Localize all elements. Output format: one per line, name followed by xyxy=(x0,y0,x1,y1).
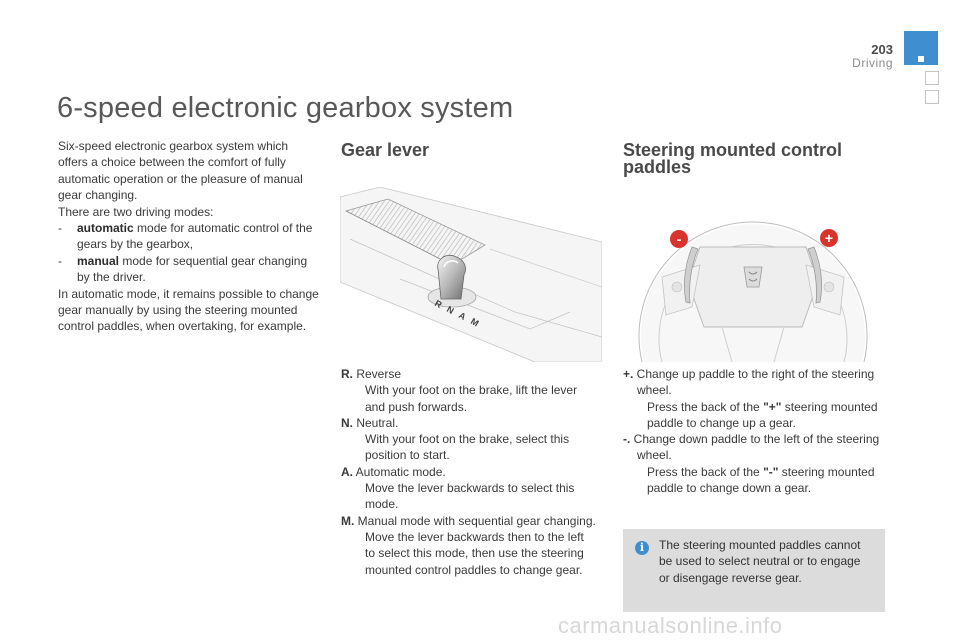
instruction-text: With your foot on the brake, lift the lever and push forwards. xyxy=(365,383,578,414)
minus-symbol: - xyxy=(676,231,682,247)
instruction-item xyxy=(623,464,885,497)
instruction-text: Press the back of the xyxy=(647,464,764,479)
instruction-text: With your foot on the brake, select this position to start. xyxy=(365,432,570,463)
page-number: 203 xyxy=(871,42,893,57)
chapter-tab-active[interactable] xyxy=(904,31,938,65)
plus-symbol: + xyxy=(824,230,834,246)
dash-bullet: - xyxy=(58,253,62,268)
instruction-key: "-" xyxy=(763,464,779,479)
info-icon: i xyxy=(635,541,649,555)
arrow-bullet-icon xyxy=(343,480,365,513)
instruction-text: steering mounted paddle to change down a gear. xyxy=(647,464,875,496)
position-key: N. xyxy=(341,415,353,430)
intro-paragraph: Six-speed electronic gearbox system which offers a choice between the comfort of fully automatic operation or the pleasure of manual gear changing. xyxy=(58,139,303,203)
instruction-text: steering mounted paddle to change up a gear. xyxy=(647,399,878,430)
mode-item xyxy=(58,253,320,286)
gate-letter: A xyxy=(457,310,468,322)
arrow-bullet-icon xyxy=(343,529,365,578)
instruction-item xyxy=(341,529,596,578)
position-key: R. xyxy=(341,367,353,381)
instruction-item xyxy=(341,480,596,513)
gate-letter: M xyxy=(469,316,481,329)
paddles-list xyxy=(623,366,885,496)
position-label: Automatic mode. xyxy=(353,464,446,479)
instruction-item xyxy=(341,431,596,464)
paddle-key: -. xyxy=(623,432,631,447)
mode-term: manual xyxy=(77,253,120,268)
intro-paragraph: In automatic mode, it remains possible to change gear manually by using the steering mounted control paddles, when overtaking, for example. xyxy=(58,286,319,334)
gate-letter: R xyxy=(433,298,444,310)
paddle-key: +. xyxy=(623,367,634,381)
chapter-tab[interactable] xyxy=(925,71,939,85)
instruction-item xyxy=(341,382,596,415)
info-note xyxy=(623,529,885,612)
instruction-text: Press the back of the xyxy=(647,399,764,414)
position-label: Reverse xyxy=(353,367,402,381)
position-key: A. xyxy=(341,464,353,479)
gear-positions-list xyxy=(341,366,596,578)
chapter-tab[interactable] xyxy=(925,90,939,104)
paddle-label: Change up paddle to the right of the steering wheel. xyxy=(633,367,875,398)
position-key: M. xyxy=(341,513,355,528)
paddles-heading: Steering mounted control paddles xyxy=(623,140,843,177)
position-label: Manual mode with sequential gear changing. xyxy=(354,513,596,528)
dash-bullet: - xyxy=(58,221,62,236)
watermark: carmanualsonline.info xyxy=(558,613,783,638)
section-label: Driving xyxy=(852,56,893,70)
position-label: Neutral. xyxy=(353,415,399,430)
mode-description: mode for automatic control of the gears by the gearbox, xyxy=(77,221,313,252)
intro-text xyxy=(58,138,320,335)
instruction-text: Move the lever backwards to select this mode. xyxy=(365,481,575,512)
mode-description: mode for sequential gear changing by the driver. xyxy=(77,253,308,285)
gear-lever-illustration xyxy=(340,187,602,362)
paddle-label: Change down paddle to the left of the steering wheel. xyxy=(630,432,880,463)
instruction-item xyxy=(623,399,885,432)
intro-paragraph: There are two driving modes: xyxy=(58,204,214,219)
arrow-bullet-icon xyxy=(625,464,647,497)
instruction-text: Move the lever backwards then to the left to select this mode, then use the steering mounted control paddles to change gear. xyxy=(365,529,584,577)
arrow-bullet-icon xyxy=(343,382,365,415)
note-text: The steering mounted paddles cannot be used to select neutral or to engage or disengage reverse gear. xyxy=(659,538,861,585)
steering-wheel-illustration xyxy=(622,187,884,362)
gear-lever-heading: Gear lever xyxy=(341,140,430,160)
arrow-bullet-icon xyxy=(343,431,365,464)
mode-item xyxy=(58,220,320,253)
tab-marker-icon xyxy=(918,56,924,62)
mode-term: automatic xyxy=(77,221,134,236)
instruction-key: "+" xyxy=(763,399,782,414)
arrow-bullet-icon xyxy=(625,399,647,432)
gate-letter: N xyxy=(445,304,456,316)
page-title: 6-speed electronic gearbox system xyxy=(57,92,514,124)
